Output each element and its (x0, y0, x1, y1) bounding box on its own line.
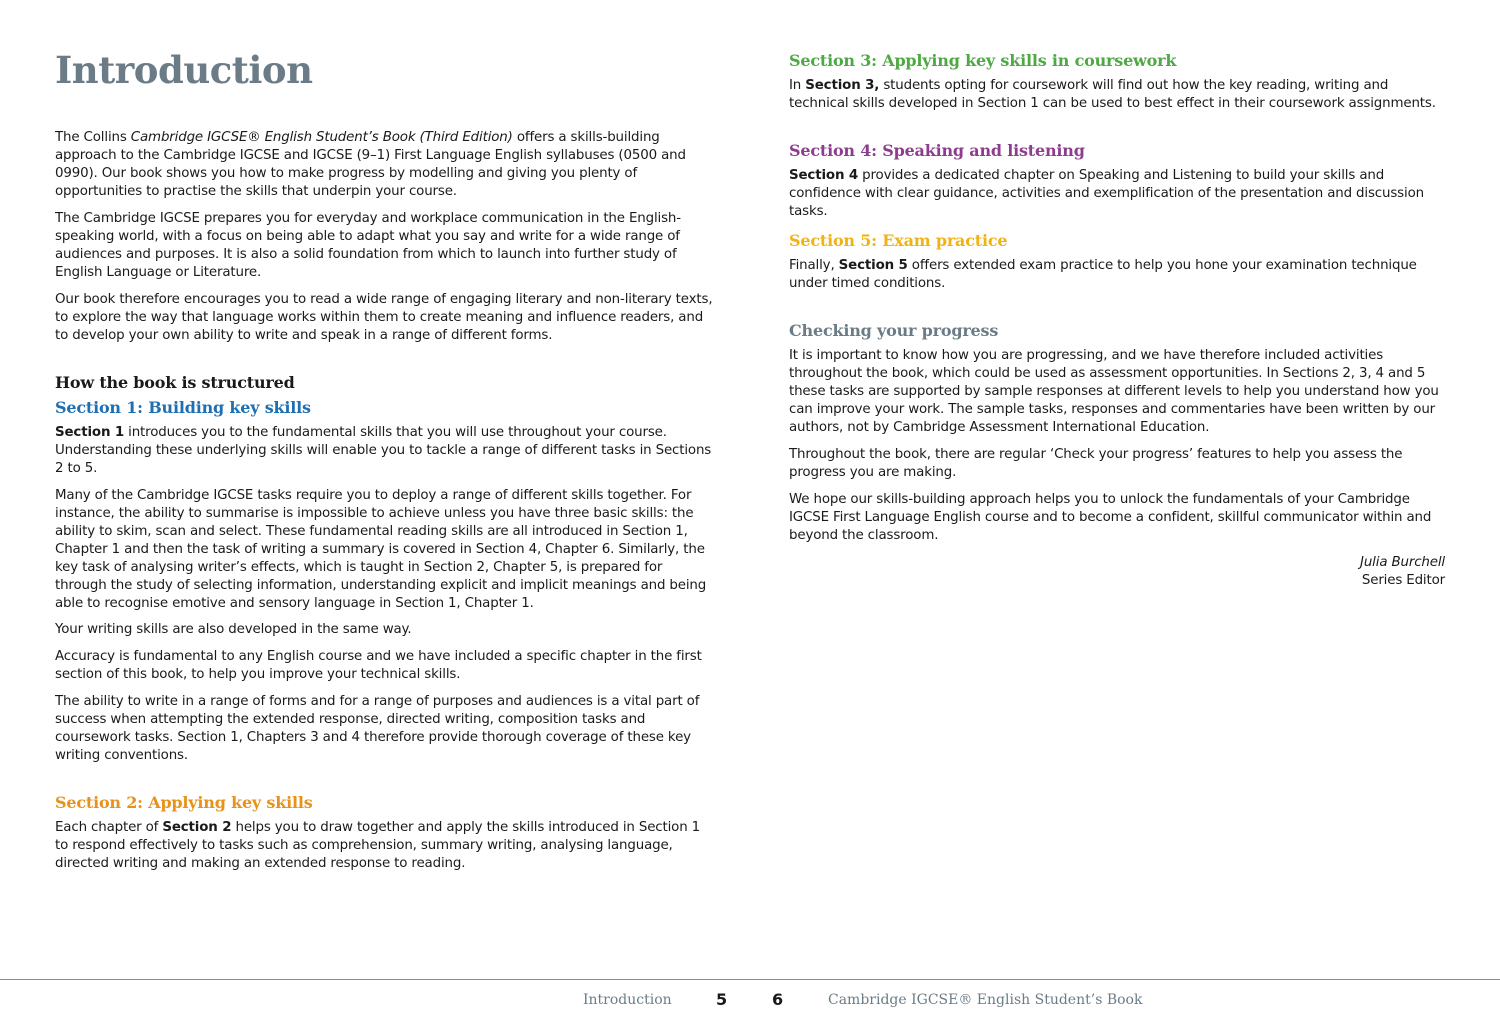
book-title-italic: Cambridge IGCSE® English Student’s Book (Third Edition) (130, 130, 513, 145)
section1-paragraph-1 (55, 424, 717, 478)
section3-bold: Section 3, (805, 78, 880, 93)
progress-p3-text: We hope our skills-building approach helps you to unlock the fundamentals of your Cambridge IGCSE First Language English course and to become a confident, skillful communicator within and beyond the classroom. (789, 492, 1432, 543)
footer-divider (0, 979, 1500, 980)
progress-heading: Checking your progress (789, 321, 999, 340)
section5-text: Finally, (789, 258, 839, 273)
section1-p4-text: Accuracy is fundamental to any English course and we have included a specific chapter in the first section of this book, to help you improve your technical skills. (55, 649, 702, 682)
page-number-left: 5 (716, 990, 728, 1009)
section4-bold: Section 4 (789, 168, 859, 183)
section2-heading: Section 2: Applying key skills (55, 793, 313, 812)
section5-bold: Section 5 (838, 258, 908, 273)
section2-text: Each chapter of (55, 820, 163, 835)
section1-paragraph-3 (55, 621, 717, 639)
section1-paragraph-2 (55, 487, 717, 613)
section1-paragraph-5 (55, 693, 717, 765)
page-title: Introduction (55, 48, 313, 92)
section4-paragraph (789, 167, 1451, 221)
structure-heading: How the book is structured (55, 373, 295, 392)
section1-p2-text: Many of the Cambridge IGCSE tasks require you to deploy a range of different skills together. For instance, the ability to summarise is impossible to achieve unless you have three basic skills: the ability to skim, scan and select. These fundamental reading skills are all introduced in Section 1, Chapter 1 and then the task of writing a summary is covered in Section 4, Chapter 6. Similarly, the key task of analysing writer’s effects, which is taught in Section 2, Chapter 5, is prepared for through the study of selecting information, understanding explicit and implicit meanings and being able to recognise emotive and sensory language in Section 1, Chapter 1. (55, 488, 707, 611)
footer-right-label: Cambridge IGCSE® English Student’s Book (828, 992, 1143, 1008)
progress-paragraph-3 (789, 491, 1451, 545)
section5-paragraph (789, 257, 1451, 293)
section1-p5-text: The ability to write in a range of forms and for a range of purposes and audiences is a vital part of success when attempting the extended response, directed writing, composition tasks and coursework tasks. Section 1, Chapters 3 and 4 therefore provide thorough coverage of these key writing conventions. (55, 694, 700, 763)
section4-heading: Section 4: Speaking and listening (789, 141, 1085, 160)
page-number-right: 6 (772, 990, 784, 1009)
progress-p2-text: Throughout the book, there are regular ‘Check your progress’ features to help you assess the progress you are making. (789, 447, 1403, 480)
intro-paragraph-1 (55, 129, 717, 201)
section1-p1-text: introduces you to the fundamental skills that you will use throughout your course. Understanding these underlying skills will enable you to tackle a range of different tasks in Sections 2 to 5. (55, 425, 712, 476)
section2-paragraph (55, 819, 717, 873)
progress-p1-text: It is important to know how you are progressing, and we have therefore included activities throughout the book, which could be used as assessment opportunities. In Sections 2, 3, 4 and 5 these tasks are supported by sample responses at different levels to help you understand how you can improve your work. The sample tasks, responses and commentaries have been written by our authors, not by Cambridge Assessment International Education. (789, 348, 1439, 435)
footer-left-label: Introduction (583, 992, 672, 1008)
signature-role: Series Editor (1361, 573, 1445, 588)
section1-p3-text: Your writing skills are also developed in the same way. (55, 622, 412, 637)
progress-paragraph-2 (789, 446, 1451, 482)
section5-text-cont: offers extended exam practice to help you hone your examination technique under timed conditions. (789, 258, 1417, 291)
intro-p1-text-cont: offers a skills-building approach to the Cambridge IGCSE and IGCSE (9–1) First Language English syllabuses (0500 and 0990). Our book shows you how to make progress by modelling and giving you plenty of opportunities to practise the skills that underpin your course. (55, 130, 686, 199)
intro-p1-text: The Collins (55, 130, 131, 145)
intro-paragraph-2 (55, 210, 717, 282)
intro-paragraph-3 (55, 291, 717, 345)
section1-bold: Section 1 (55, 425, 125, 440)
section3-text: In (789, 78, 806, 93)
section4-text: provides a dedicated chapter on Speaking and Listening to build your skills and confidence with clear guidance, activities and exemplification of the presentation and discussion tasks. (789, 168, 1424, 219)
intro-p3-text: Our book therefore encourages you to read a wide range of engaging literary and non-literary texts, to explore the way that language works within them to create meaning and influence readers, and to develop your own ability to write and speak in a range of different forms. (55, 292, 713, 343)
section3-heading: Section 3: Applying key skills in coursework (789, 51, 1177, 70)
section2-bold: Section 2 (162, 820, 232, 835)
section1-heading: Section 1: Building key skills (55, 398, 311, 417)
progress-paragraph-1 (789, 347, 1451, 437)
section3-text-cont: students opting for coursework will find out how the key reading, writing and technical skills developed in Section 1 can be used to best effect in their coursework assignments. (789, 78, 1436, 111)
intro-p2-text: The Cambridge IGCSE prepares you for everyday and workplace communication in the English-speaking world, with a focus on being able to adapt what you say and write for a wide range of audiences and purposes. It is also a solid foundation from which to launch into further study of English Language or Literature. (55, 211, 681, 280)
signature-block (789, 554, 1445, 590)
section1-paragraph-4 (55, 648, 717, 684)
section5-heading: Section 5: Exam practice (789, 231, 1008, 250)
section3-paragraph (789, 77, 1451, 113)
section2-text-cont: helps you to draw together and apply the skills introduced in Section 1 to respond effectively to tasks such as comprehension, summary writing, analysing language, directed writing and making an extended response to reading. (55, 820, 701, 871)
signature-name: Julia Burchell (1360, 555, 1445, 570)
